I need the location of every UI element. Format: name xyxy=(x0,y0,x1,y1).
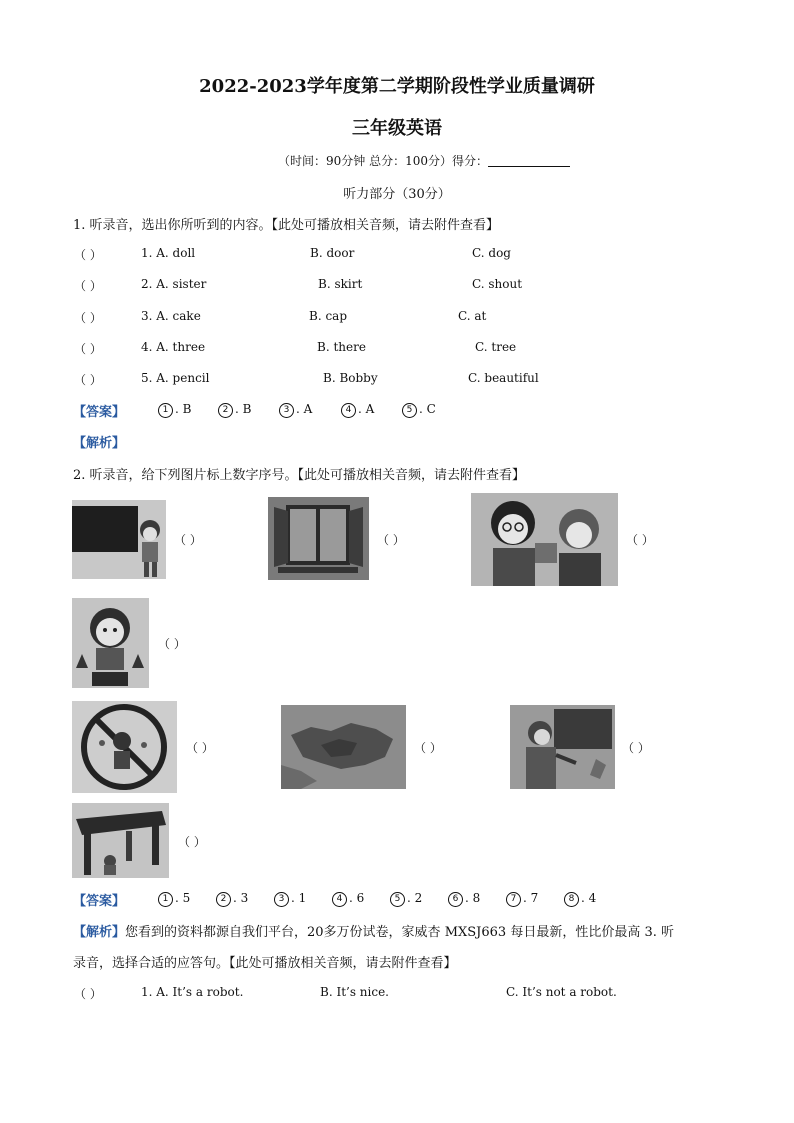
answer-blank: （ ） xyxy=(74,987,102,1001)
answer-number: 1 xyxy=(158,403,173,418)
option-b: B. door xyxy=(310,246,355,260)
option-a: 3. A. cake xyxy=(141,309,201,323)
answer-item xyxy=(332,891,364,907)
picture-window xyxy=(268,497,369,580)
picture-no-sign xyxy=(72,701,177,793)
answer-value: . 1 xyxy=(291,891,307,905)
student-board-image xyxy=(510,705,615,789)
option-a: 1. A. It’s a robot. xyxy=(141,985,244,999)
answer-item xyxy=(216,891,248,907)
answer-value: . 6 xyxy=(349,891,365,905)
answer-value: . 3 xyxy=(233,891,249,905)
option-a: 1. A. doll xyxy=(141,246,196,260)
answer-blank: （ ） xyxy=(74,342,102,356)
option-a: 2. A. sister xyxy=(141,277,207,291)
answer-item xyxy=(506,891,538,907)
answer-number: 3 xyxy=(274,892,289,907)
answer-value: . A xyxy=(296,402,313,416)
answer-value: . 7 xyxy=(523,891,539,905)
picture-table xyxy=(72,803,169,878)
answer-number: 2 xyxy=(216,892,231,907)
option-c: C. shout xyxy=(472,277,523,291)
answer-number: 1 xyxy=(158,892,173,907)
table-image xyxy=(72,803,169,878)
answer-value: . B xyxy=(175,402,192,416)
picture-child-sitting xyxy=(72,598,149,688)
option-b: B. there xyxy=(317,340,366,354)
two-children-image xyxy=(471,493,618,586)
picture-answer-blank: （ ） xyxy=(377,533,405,547)
answer-number: 4 xyxy=(332,892,347,907)
map-image xyxy=(281,705,406,789)
section-heading: 听力部分（30分） xyxy=(343,187,451,202)
exam-info-text: （时间：90分钟 总分：100分）得分： xyxy=(278,154,488,168)
answer-blank: （ ） xyxy=(74,373,102,387)
answer-item xyxy=(218,402,251,418)
picture-answer-blank: （ ） xyxy=(414,741,442,755)
answer-item xyxy=(341,402,374,418)
q2-analysis xyxy=(73,921,674,940)
answer-number: 5 xyxy=(402,403,417,418)
picture-answer-blank: （ ） xyxy=(174,533,202,547)
picture-answer-blank: （ ） xyxy=(626,533,654,547)
picture-student-board xyxy=(510,705,615,789)
answer-number: 8 xyxy=(564,892,579,907)
answer-number: 3 xyxy=(279,403,294,418)
q2-prompt: 2. 听录音，给下列图片标上数字序号。【此处可播放相关音频，请去附件查看】 xyxy=(73,468,526,483)
answer-label: 【答案】 xyxy=(73,405,126,420)
option-b: B. It’s nice. xyxy=(320,985,389,999)
exam-info xyxy=(278,152,570,169)
answer-value: . B xyxy=(235,402,252,416)
option-c: C. It’s not a robot. xyxy=(506,985,617,999)
answer-label: 【答案】 xyxy=(73,894,126,909)
answer-number: 6 xyxy=(448,892,463,907)
picture-answer-blank: （ ） xyxy=(178,835,206,849)
option-a: 4. A. three xyxy=(141,340,206,354)
answer-item xyxy=(390,891,422,907)
option-b: B. cap xyxy=(309,309,348,323)
picture-map xyxy=(281,705,406,789)
option-c: C. tree xyxy=(475,340,517,354)
option-c: C. beautiful xyxy=(468,371,539,385)
answer-blank: （ ） xyxy=(74,311,102,325)
answer-number: 5 xyxy=(390,892,405,907)
analysis-text: 您看到的资料都源自我们平台，20多万份试卷，家威杏 MXSJ663 每日最新，性比价最高 3. 听 xyxy=(125,925,674,940)
option-c: C. dog xyxy=(472,246,511,260)
answer-number: 2 xyxy=(218,403,233,418)
option-c: C. at xyxy=(458,309,487,323)
option-b: B. Bobby xyxy=(323,371,378,385)
answer-item xyxy=(279,402,312,418)
answer-value: . 4 xyxy=(581,891,597,905)
q3-prompt: 录音，选择合适的应答句。【此处可播放相关音频，请去附件查看】 xyxy=(73,956,457,971)
answer-item xyxy=(448,891,480,907)
answer-value: . 5 xyxy=(175,891,191,905)
blackboard-boy-image xyxy=(72,500,166,579)
prohibition-sign-image xyxy=(72,701,177,793)
page-subtitle: 三年级英语 xyxy=(352,118,442,139)
child-sitting-image xyxy=(72,598,149,688)
picture-two-children xyxy=(471,493,618,586)
answer-value: . 2 xyxy=(407,891,423,905)
picture-blackboard-boy xyxy=(72,500,166,579)
picture-answer-blank: （ ） xyxy=(158,637,186,651)
answer-value: . 8 xyxy=(465,891,481,905)
answer-blank: （ ） xyxy=(74,248,102,262)
answer-item xyxy=(274,891,306,907)
analysis-label: 【解析】 xyxy=(73,925,126,940)
answer-item xyxy=(158,402,191,418)
answer-blank: （ ） xyxy=(74,279,102,293)
answer-item xyxy=(158,891,190,907)
answer-number: 4 xyxy=(341,403,356,418)
picture-answer-blank: （ ） xyxy=(622,741,650,755)
answer-value: . A xyxy=(358,402,375,416)
answer-value: . C xyxy=(419,402,436,416)
page-title: 2022-2023学年度第二学期阶段性学业质量调研 xyxy=(199,76,595,97)
option-b: B. skirt xyxy=(318,277,363,291)
q1-prompt: 1. 听录音，选出你所听到的内容。【此处可播放相关音频，请去附件查看】 xyxy=(73,218,500,233)
answer-item xyxy=(564,891,596,907)
answer-number: 7 xyxy=(506,892,521,907)
answer-item xyxy=(402,402,436,418)
option-a: 5. A. pencil xyxy=(141,371,210,385)
picture-answer-blank: （ ） xyxy=(186,741,214,755)
window-image xyxy=(268,497,369,580)
analysis-label: 【解析】 xyxy=(73,436,126,451)
score-blank xyxy=(488,154,570,167)
